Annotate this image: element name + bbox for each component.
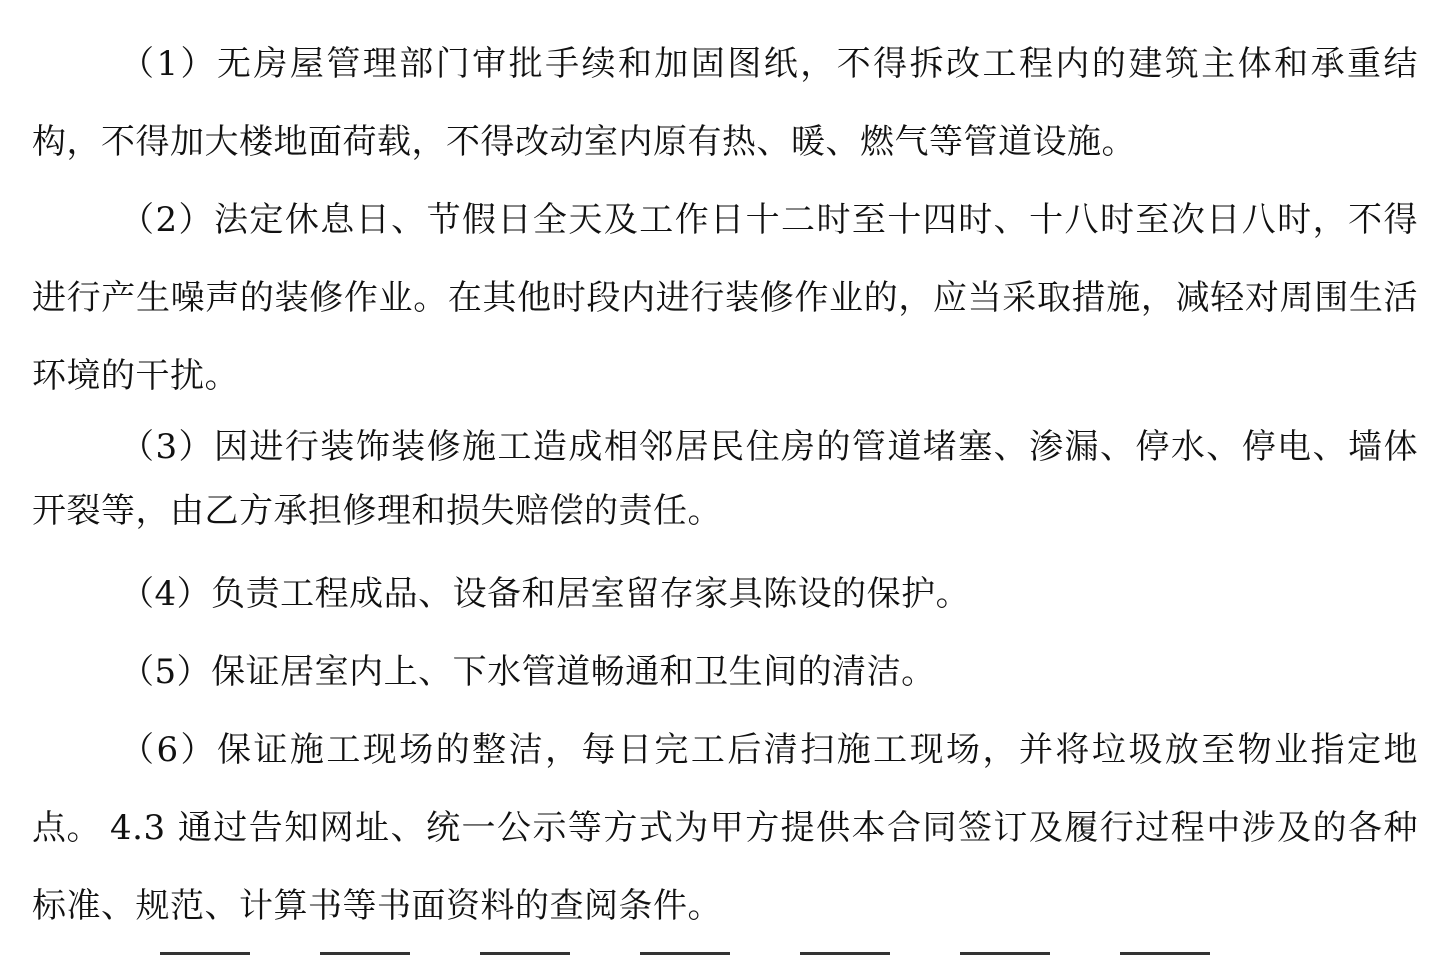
clause-2-number: （2） <box>120 200 214 240</box>
clause-4-number: （4） <box>120 574 212 614</box>
clause-6-text: 保证施工现场的整洁，每日完工后清扫施工现场，并将垃圾放至物业指定地点。 <box>32 730 1418 848</box>
section-4-3-number: 4.3 <box>110 808 178 848</box>
clause-3 <box>32 415 1418 543</box>
clause-2 <box>32 181 1418 415</box>
clause-1 <box>32 25 1418 181</box>
clause-4-text: 负责工程成品、设备和居室留存家具陈设的保护。 <box>211 574 971 614</box>
section-4-3 <box>32 789 1418 945</box>
clause-2-text: 法定休息日、节假日全天及工作日十二时至十四时、十八时至次日八时，不得进行产生噪声的装修作业。在其他时段内进行装修作业的，应当采取措施，减轻对周围生活环境的干扰。 <box>32 200 1419 396</box>
clause-3-text: 因进行装饰装修施工造成相邻居民住房的管道堵塞、渗漏、停水、停电、墙体开裂等，由乙方承担修理和损失赔偿的责任。 <box>32 427 1419 531</box>
clause-3-number: （3） <box>120 427 214 467</box>
cropped-top-line <box>120 0 1320 6</box>
clause-5 <box>32 633 1418 711</box>
clause-1-number: （1） <box>120 44 217 84</box>
clause-5-text: 保证居室内上、下水管道畅通和卫生间的清洁。 <box>211 652 936 692</box>
clause-5-number: （5） <box>120 652 212 692</box>
section-4-3-text: 通过告知网址、统一公示等方式为甲方提供本合同签订及履行过程中涉及的各种标准、规范、计算书等书面资料的查阅条件。 <box>32 808 1418 926</box>
cropped-bottom-line <box>160 952 1310 963</box>
clause-4 <box>32 555 1418 633</box>
clause-1-text: 无房屋管理部门审批手续和加固图纸，不得拆改工程内的建筑主体和承重结构，不得加大楼地面荷载，不得改动室内原有热、暖、燃气等管道设施。 <box>32 44 1418 162</box>
clause-6-number: （6） <box>120 730 217 770</box>
